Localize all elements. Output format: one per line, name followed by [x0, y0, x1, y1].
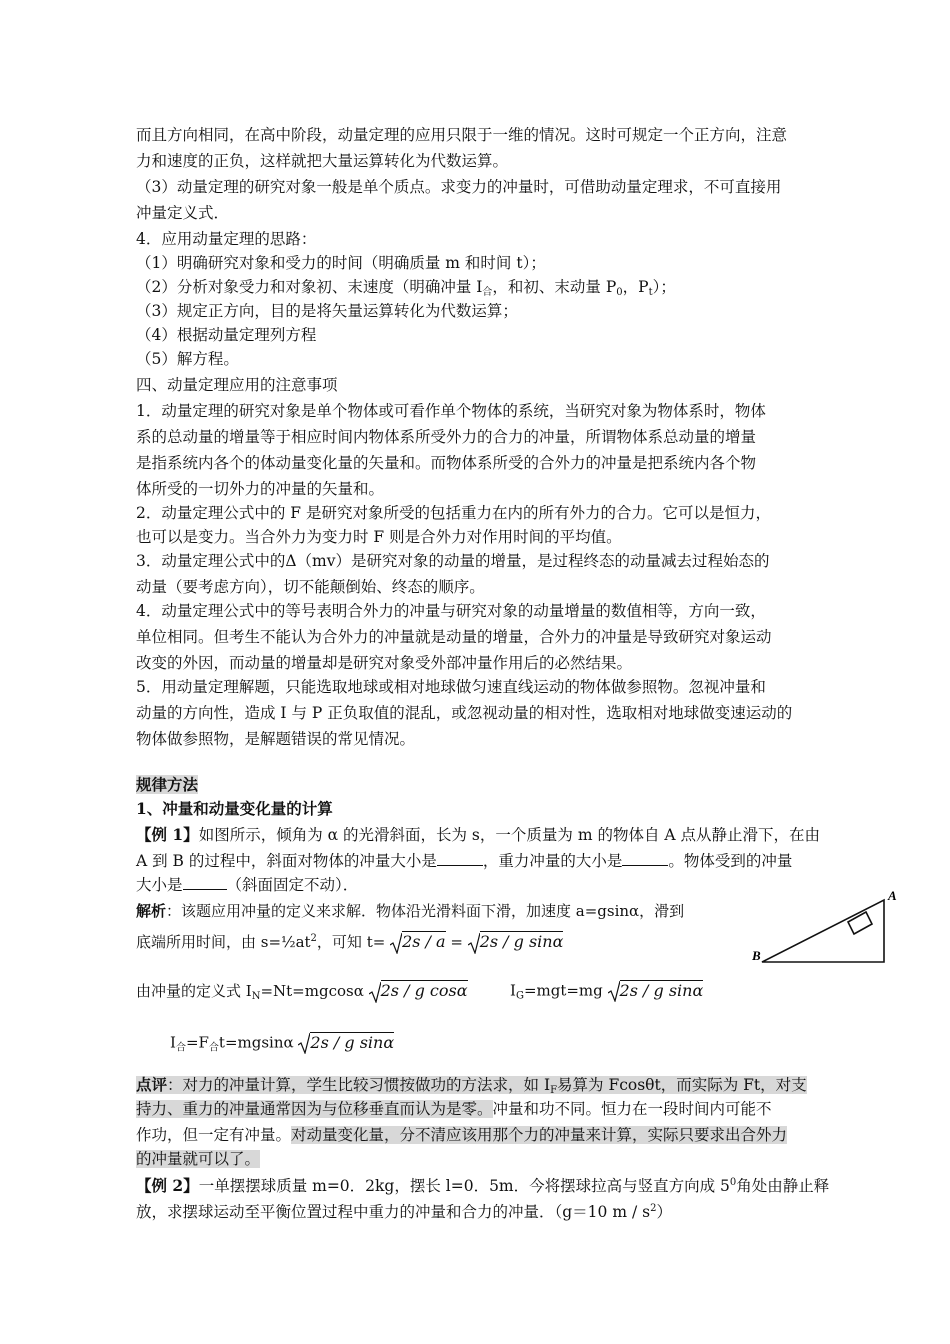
point-b-label: B	[752, 948, 761, 963]
sqrt-formula-3: 2s / g cosα	[369, 981, 468, 1003]
notes-title: 四、动量定理应用的注意事项	[136, 376, 338, 394]
method-subtitle: 1、冲量和动量变化量的计算	[136, 799, 333, 818]
intro-line-4: 冲量定义式．	[136, 204, 230, 222]
note-4-line-2: 单位相同。但考生不能认为合外力的冲量就是动量的增量，合外力的冲量是导致研究对象运动	[136, 628, 772, 646]
answer-blank-1	[437, 851, 483, 866]
comment-line-4: 的冲量就可以了。	[136, 1150, 261, 1168]
intro-line-3: （3）动量定理的研究对象一般是单个质点。求变力的冲量时，可借助动量定理求，不可直接用	[136, 178, 782, 196]
solution-line-1: 解析：该题应用冲量的定义来求解．物体沿光滑料面下滑，加速度 a=gsinα，滑到	[136, 902, 685, 920]
net-impulse-formula: $I_合=F_合t=mgsin\alpha$ 2s / g sinα	[170, 1032, 395, 1054]
example-1-line-3: 大小是 （斜面固定不动）．	[136, 876, 359, 894]
sqrt-formula-2: 2s / g sinα	[468, 931, 564, 954]
thinking-step-4: （4）根据动量定理列方程	[136, 326, 317, 344]
incline-diagram	[752, 888, 912, 968]
thinking-step-1: （1）明确研究对象和受力的时间（明确质量 m 和时间 t）；	[136, 254, 546, 272]
point-a-label: A	[888, 888, 897, 903]
note-2-line-1: 2．动量定理公式中的 F 是研究对象所受的包括重力在内的所有外力的合力。它可以是恒力，	[136, 504, 771, 522]
example-1-line-1: 【例 1】如图所示，倾角为 α 的光滑斜面，长为 s，一个质量为 m 的物体自 A 点从静止滑下，在由	[136, 825, 820, 844]
radical-sign-icon	[369, 981, 381, 1003]
thinking-step-5: （5）解方程。	[136, 350, 239, 368]
radical-sign-icon	[298, 1032, 310, 1054]
comment-line-3: 作功，但一定有冲量。对动量变化量，分不清应该用那个力的冲量来计算，实际只要求出合外力	[136, 1126, 788, 1144]
intro-line-2: 力和速度的正负，这样就把大量运算转化为代数运算。	[136, 152, 509, 170]
example-2-line-1: 【例 2】一单摆摆球质量 m=0．2kg，摆长 l=0．5m．今将摆球拉高与竖直方向成 $5^0$角处由静止释	[136, 1176, 830, 1195]
sliding-block	[848, 912, 872, 934]
incline-triangle	[762, 900, 884, 962]
example-2-line-2: 放，求摆球运动至平衡位置过程中重力的冲量和合力的冲量．（g＝10 m / $s^2$）	[136, 1203, 672, 1221]
thinking-step-2: （2）分析对象受力和对象初、末速度（明确冲量 $I_合$，和初、末动量 $P_0$，$P_t$）；	[136, 278, 676, 298]
solution-line-2: 底端所用时间，由 $s=\frac{1}{2}at^2$，可知 t= 2s / a = 2s / g sinα	[136, 928, 816, 954]
note-1-line-4: 体所受的一切外力的冲量的矢量和。	[136, 480, 385, 498]
normal-impulse-formula: 由冲量的定义式 $I_N=Nt=mgcos\alpha$ 2s / g cosα	[136, 981, 468, 1002]
sqrt-formula-5: 2s / g sinα	[298, 1032, 394, 1054]
comment-line-1: 点评：对力的冲量计算，学生比较习惯按做功的方法求，如 $I_F$易算为 Fcosθt，而实际为 Ft，对支	[136, 1075, 807, 1096]
note-1-line-3: 是指系统内各个的体动量变化量的矢量和。而物体系所受的合外力的冲量是把系统内各个物	[136, 454, 757, 472]
sqrt-formula-1: 2s / a	[390, 931, 446, 954]
note-1-line-1: 1．动量定理的研究对象是单个物体或可看作单个物体的系统，当研究对象为物体系时，物体	[136, 402, 766, 420]
comment-line-2: 持力、重力的冲量通常因为与位移垂直而认为是零。冲量和功不同。恒力在一段时间内可能不	[136, 1100, 772, 1118]
answer-blank-2	[622, 851, 668, 866]
thinking-title: 4．应用动量定理的思路：	[136, 230, 317, 248]
note-4-line-1: 4．动量定理公式中的等号表明合外力的冲量与研究对象的动量增量的数值相等，方向一致，	[136, 602, 766, 620]
radical-sign-icon	[390, 932, 402, 954]
thinking-step-3: （3）规定正方向，目的是将矢量运算转化为代数运算；	[136, 302, 518, 320]
radical-sign-icon	[608, 980, 620, 1002]
note-4-line-3: 改变的外因，而动量的增量却是研究对象受外部冲量作用后的必然结果。	[136, 654, 633, 672]
note-2-line-2: 也可以是变力。当合外力为变力时 F 则是合外力对作用时间的平均值。	[136, 528, 622, 546]
radical-sign-icon	[468, 932, 480, 954]
example-1-line-2: A 到 B 的过程中，斜面对物体的冲量大小是 ，重力冲量的大小是 。物体受到的冲量	[136, 852, 793, 870]
gravity-impulse-formula: $I_G=mgt=mg$ 2s / g sinα	[510, 980, 704, 1002]
method-title: 规律方法	[136, 775, 199, 794]
note-3-line-2: 动量（要考虑方向），切不能颠倒始、终态的顺序。	[136, 578, 485, 596]
answer-blank-3	[183, 875, 227, 890]
note-5-line-2: 动量的方向性，造成 I 与 P 正负取值的混乱，或忽视动量的相对性，选取相对地球做变速运动的	[136, 704, 793, 722]
note-5-line-1: 5．用动量定理解题，只能选取地球或相对地球做匀速直线运动的物体做参照物。忽视冲量和	[136, 678, 766, 696]
sqrt-formula-4: 2s / g sinα	[608, 980, 704, 1002]
note-3-line-1: 3．动量定理公式中的Δ（mv）是研究对象的动量的增量，是过程终态的动量减去过程始态的	[136, 552, 770, 570]
note-5-line-3: 物体做参照物，是解题错误的常见情况。	[136, 730, 416, 748]
intro-line-1: 而且方向相同，在高中阶段，动量定理的应用只限于一维的情况。这时可规定一个正方向，注意	[136, 126, 788, 144]
note-1-line-2: 系的总动量的增量等于相应时间内物体系所受外力的合力的冲量，所谓物体系总动量的增量	[136, 428, 757, 446]
